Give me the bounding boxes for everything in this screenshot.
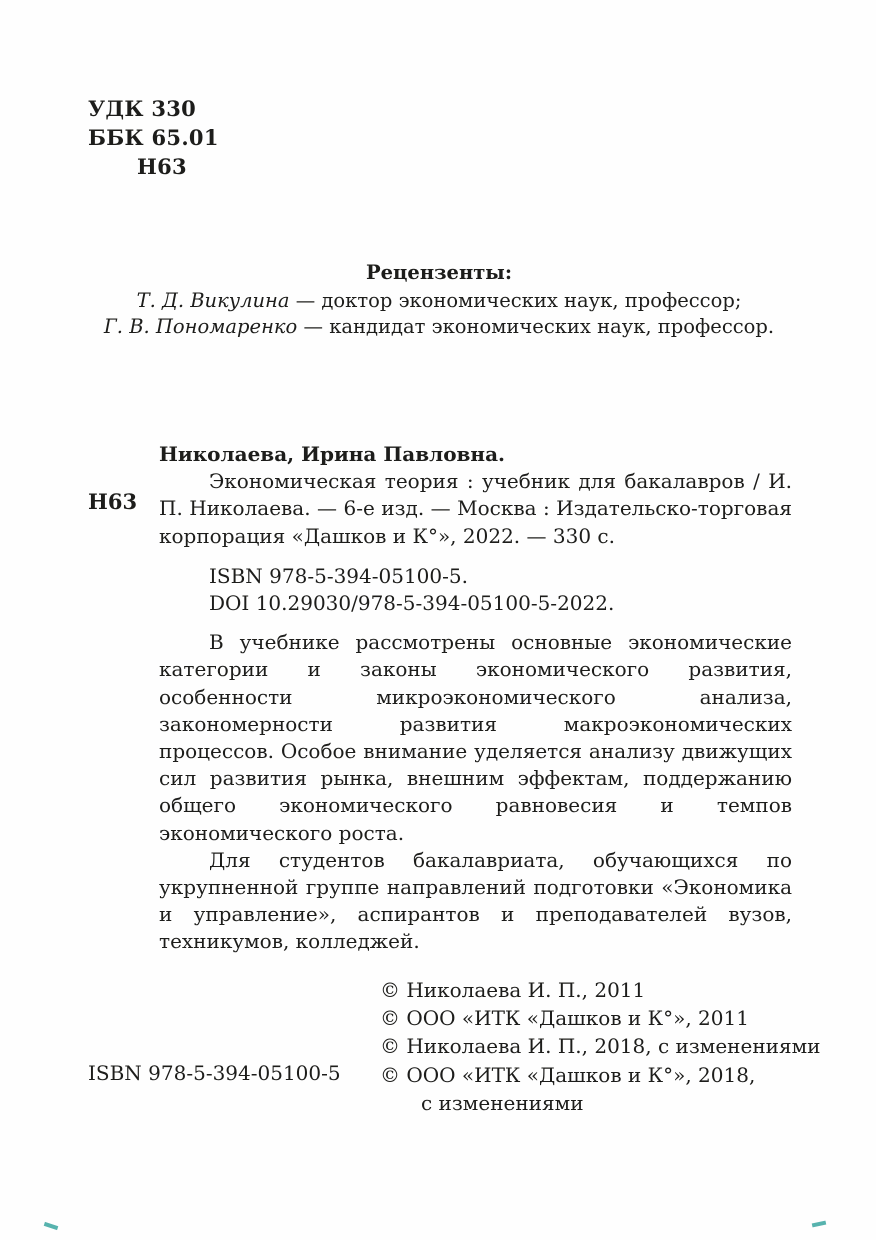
copyright-line: © Николаева И. П., 2011 [380, 978, 646, 1002]
reviewer-name: Г. В. Пономаренко [103, 315, 298, 338]
reviewers-section [86, 260, 792, 341]
copyright-line-continuation: с изменениями [421, 1090, 584, 1115]
author-sign-code: Н63 [137, 154, 187, 179]
abstract-paragraph: В учебнике рассмотрены основные экономические категории и законы экономического развития, особенности микроэкономического анализа, закономерности развития макроэкономических процессов. Особое внимание уделяется анализу движущих сил развития рынка, внешним эффектам, поддержанию общего экономического равновесия и темпов экономического роста. [159, 630, 792, 845]
isbn-line: ISBN 978-5-394-05100-5. [209, 563, 468, 588]
reviewer-credentials: — доктор экономических наук, профессор; [289, 288, 742, 312]
copyright-line: © ООО «ИТК «Дашков и К°», 2018, [380, 1062, 756, 1087]
bibliographic-description: Экономическая теория : учебник для бакалавров / И. П. Николаева. — 6-е изд. — Москва : Издательско-торговая корпорация «Дашков и К°», 2022. — 330 с. [159, 469, 792, 548]
doi-line: DOI 10.29030/978-5-394-05100-5-2022. [209, 591, 615, 616]
copyright-line: © ООО «ИТК «Дашков и К°», 2011 [380, 1006, 749, 1031]
reviewer-line [86, 288, 792, 315]
reviewer-name: Т. Д. Викулина [136, 288, 290, 312]
scan-crop-mark [812, 1221, 827, 1228]
bibliographic-record [159, 441, 792, 956]
bbk-code: ББК 65.01 [88, 125, 219, 150]
reviewers-heading: Рецензенты: [365, 261, 513, 284]
udk-code: УДК 330 [88, 96, 197, 121]
margin-author-sign: Н63 [88, 489, 138, 514]
footer-isbn: ISBN 978-5-394-05100-5 [88, 1061, 341, 1085]
author-heading: Николаева, Ирина Павловна. [159, 442, 505, 466]
scan-crop-mark [44, 1222, 59, 1230]
audience-paragraph: Для студентов бакалавриата, обучающихся по укрупненной группе направлений подготовки «Экономика и управление», аспирантов и преподавателей вузов, техникумов, колледжей. [159, 847, 792, 954]
copyright-block [380, 976, 820, 1117]
reviewer-credentials: — кандидат экономических наук, профессор. [297, 315, 775, 338]
copyright-line: © Николаева И. П., 2018, с изменениями [380, 1034, 821, 1059]
reviewer-line [86, 314, 792, 341]
classification-codes [88, 94, 219, 181]
